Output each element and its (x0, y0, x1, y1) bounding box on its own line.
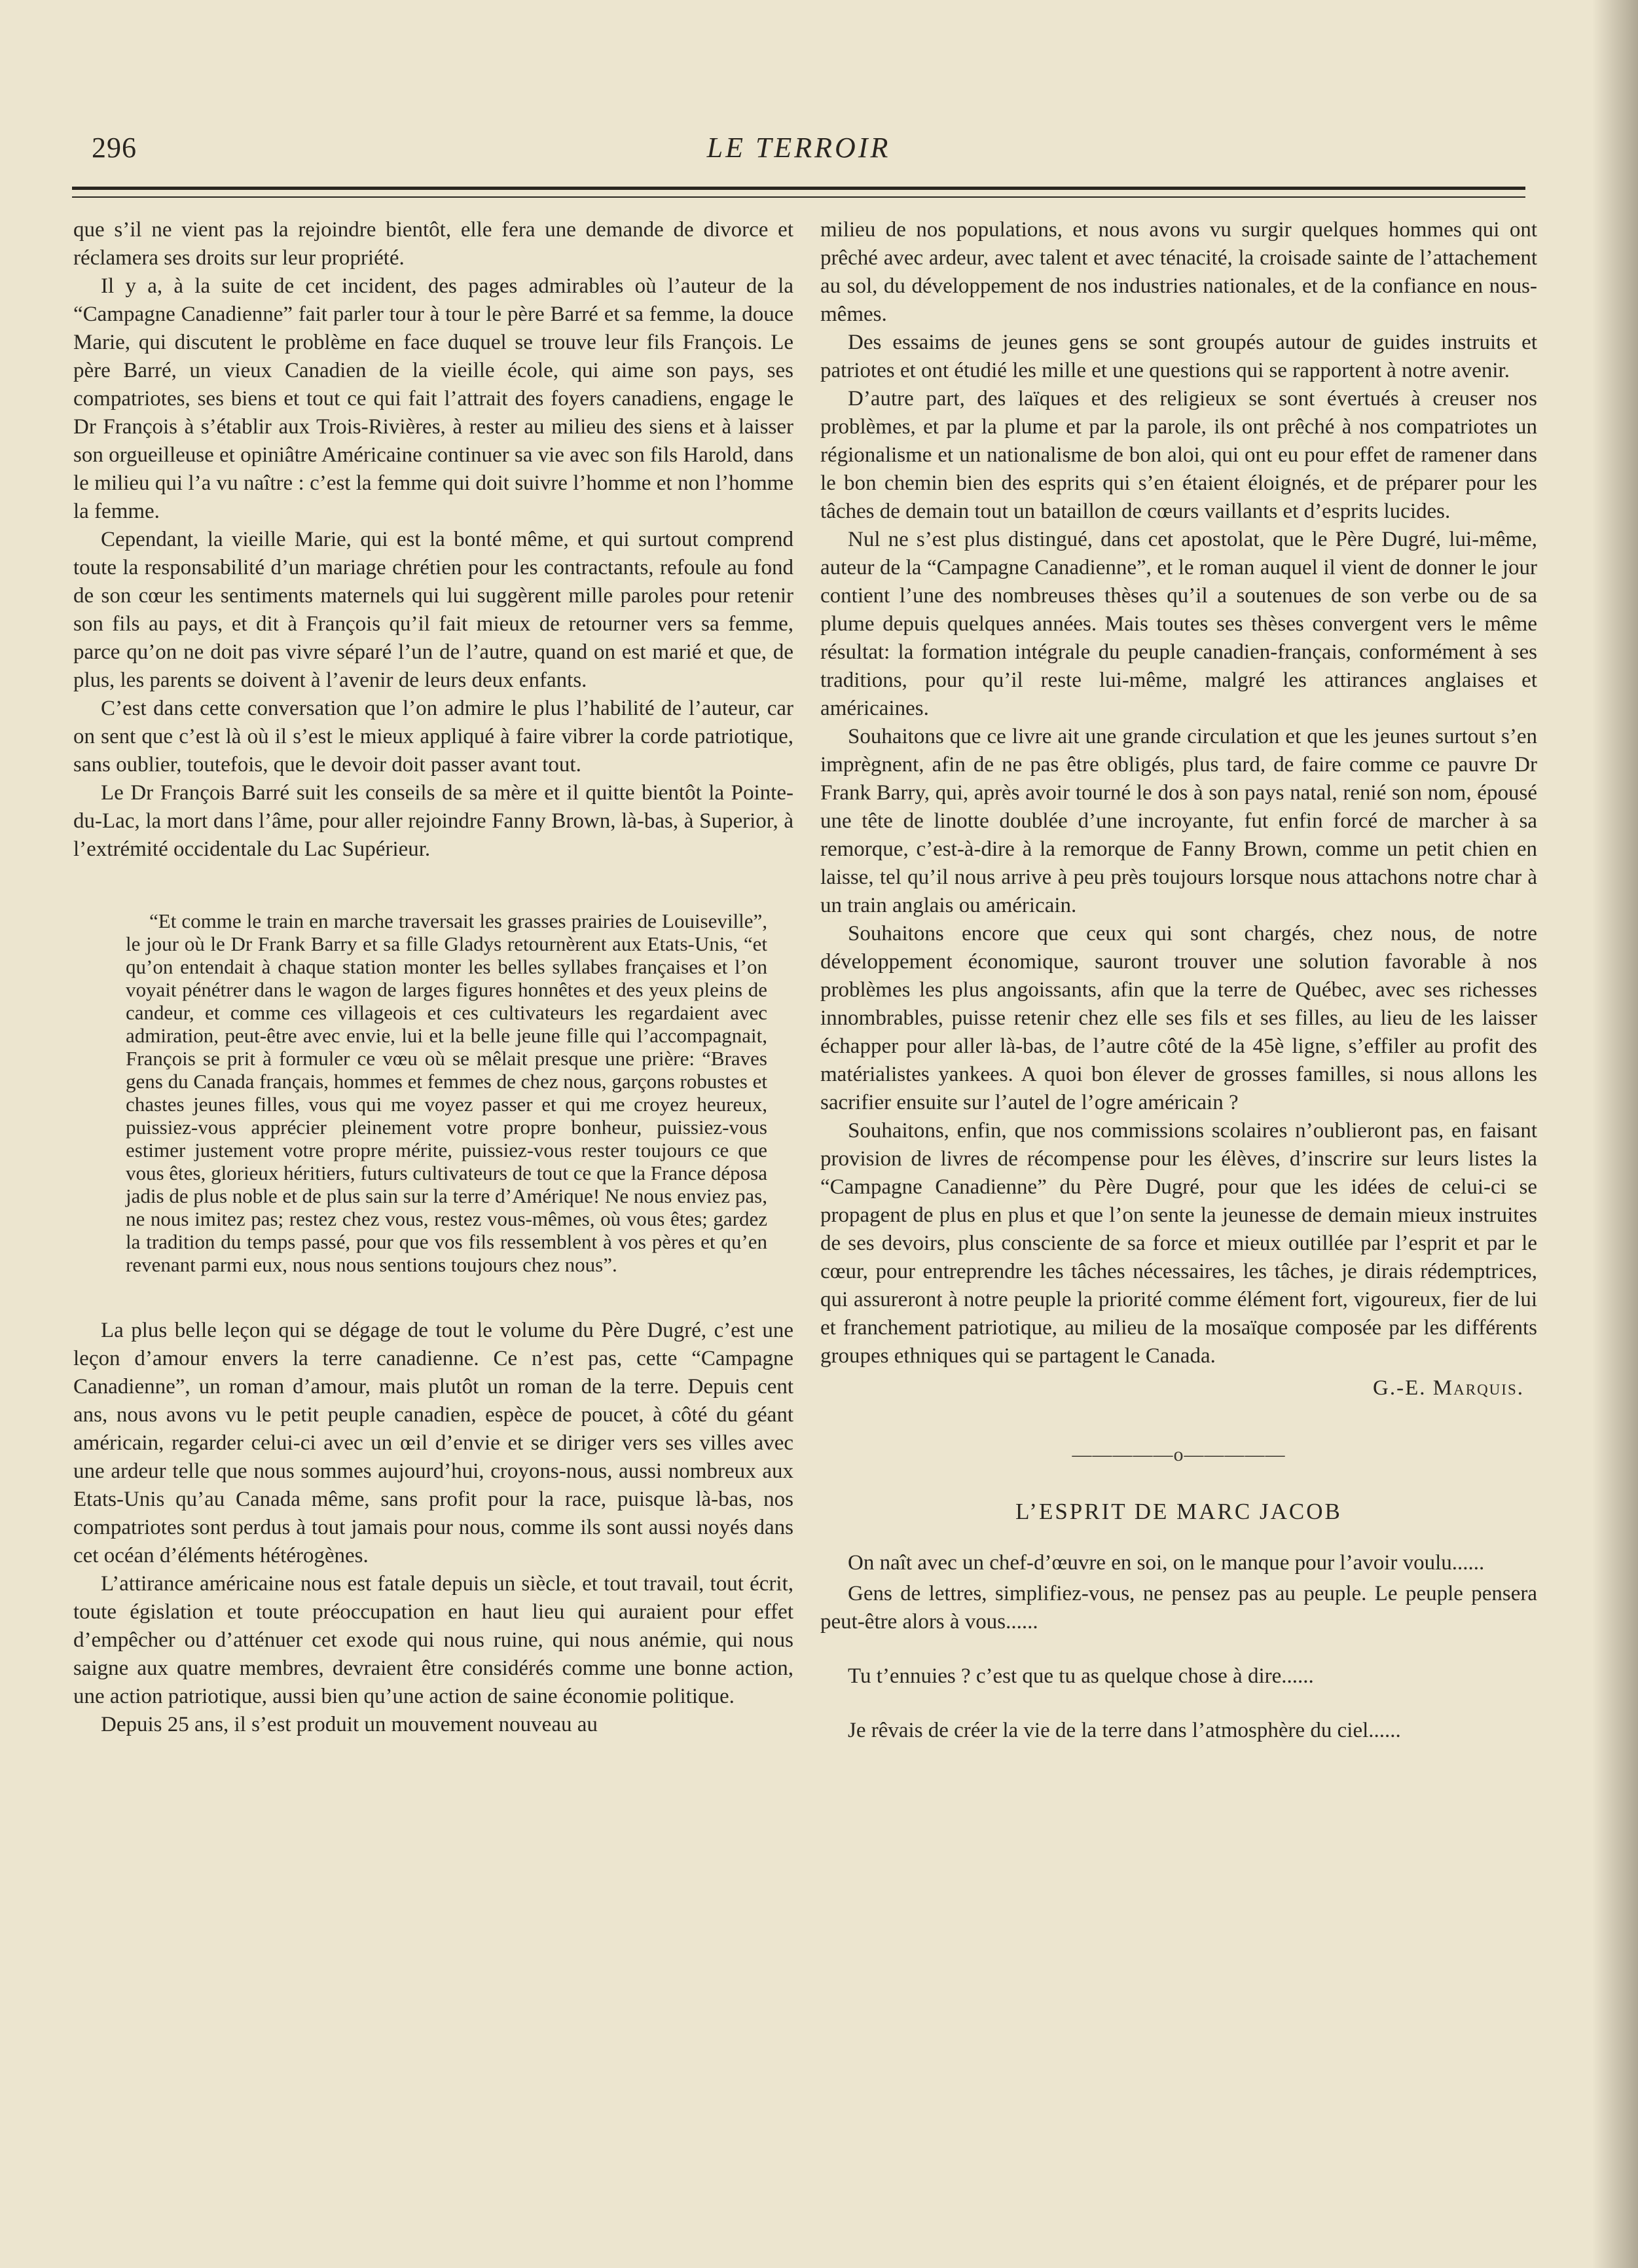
page-header (72, 131, 1525, 170)
page-number: 296 (92, 132, 137, 164)
paragraph: Le Dr François Barré suit les conseils de sa mère et il quitte bientôt la Pointe-du-Lac, la mort dans l’âme, pour aller rejoindre Fanny Brown, là-bas, à Superior, à l’extrémité occidentale du Lac Supérieur. (73, 781, 793, 861)
maxim: On naît avec un chef-d’œuvre en soi, on le manque pour l’avoir voulu...... (848, 1551, 1485, 1575)
maxim: Je rêvais de créer la vie de la terre dans l’atmosphère du ciel...... (848, 1719, 1401, 1742)
maxim: Gens de lettres, simplifiez-vous, ne pensez pas au peuple. Le peuple pensera peut-être alors à vous...... (820, 1582, 1537, 1634)
paragraph: Souhaitons encore que ceux qui sont chargés, chez nous, de notre développement économique, sauront trouver une solution favorable à nos problèmes les plus angoissants, afin que la terre de Québec, avec ses richesses innombrables, puisse retenir chez elle ses fils et ses filles, au lieu de les laisser échapper pour aller là-bas, de l’autre côté de la 45è ligne, s’effiler au profit des matérialistes yankees. A quoi bon élever de grosses familles, si nous allons les sacrifier ensuite sur l’autel de l’ogre américain ? (820, 922, 1537, 1114)
paragraph: D’autre part, des laïques et des religieux se sont évertués à creuser nos problèmes, et par la plume et par la parole, ils ont prêché à nos compatriotes un régionalisme et un nationalisme de bon aloi, qui ont eu pour effet de ramener dans le bon chemin bien des esprits qui s’en étaient éloignés, et de préparer pour les tâches de demain tout un bataillon de cœurs vaillants et d’esprits lucides. (820, 387, 1537, 523)
header-rule-thick (72, 187, 1525, 190)
section-divider: —————o————— (1072, 1444, 1286, 1465)
paragraph: Depuis 25 ans, il s’est produit un mouvement nouveau au (101, 1713, 598, 1736)
paragraph: Il y a, à la suite de cet incident, des pages admirables où l’auteur de la “Campagne Canadienne” fait parler tour à tour le père Barré et sa femme, la douce Marie, qui discutent le problème en face duquel se trouve leur fils François. Le père Barré, un vieux Canadien de la vieille école, qui aime son pays, ses compatriotes, ses biens et tout ce qui fait l’attrait des foyers canadiens, engage le Dr François à s’établir aux Trois-Rivières, à rester au milieu des siens et à laisser son orgueilleuse et opiniâtre Américaine continuer sa vie avec son fils Harold, dans le milieu qui l’a vu naître : c’est la femme qui doit suivre l’homme et non l’homme la femme. (73, 274, 793, 523)
left-column (73, 216, 793, 1739)
right-column (820, 216, 1537, 1747)
paragraph: Souhaitons, enfin, que nos commissions scolaires n’oublieront pas, en faisant provision de livres de récompense pour les élèves, d’inscrire sur leurs listes la “Campagne Canadienne” du Père Dugré, pour que les idées de celui-ci se propagent de plus en plus et que l’on sente la jeunesse de demain mieux instruites de ses devoirs, plus consciente de sa force et mieux outillée par l’esprit et par le cœur, pour entreprendre les tâches nécessaires, les tâches, je dirais rédemptrices, qui assureront à notre peuple la priorité comme élément fort, vigoureux, fier de lui et franchement patriotique, au milieu de la mosaïque composée par les différents groupes ethniques qui se partagent le Canada. (820, 1119, 1537, 1368)
paragraph: que s’il ne vient pas la rejoindre bientôt, elle fera une demande de divorce et réclamera ses droits sur leur propriété. (73, 218, 793, 270)
paragraph: Cependant, la vieille Marie, qui est la bonté même, et qui surtout comprend toute la responsabilité d’un mariage chrétien pour les contractants, refoule au fond de son cœur les sentiments maternels qui lui suggèrent mille paroles pour retenir son fils au pays, et dit à François qu’il fait mieux de retourner vers sa femme, parce qu’on ne doit pas vivre séparé l’un de l’autre, quand on est marié et que, de plus, les parents se doivent à l’avenir de leurs deux enfants. (73, 528, 793, 692)
page-edge-shadow (1592, 0, 1638, 2268)
section-title: L’ESPRIT DE MARC JACOB (1015, 1499, 1342, 1524)
paragraph: milieu de nos populations, et nous avons vu surgir quelques hommes qui ont prêché avec ardeur, avec talent et avec ténacité, la croisade sainte de l’attachement au sol, du développement de nos industries nationales, et de la confiance en nous-mêmes. (820, 218, 1537, 326)
running-title: LE TERROIR (706, 132, 891, 164)
paragraph: C’est dans cette conversation que l’on admire le plus l’habilité de l’auteur, car on sent que c’est là où il s’est le mieux appliqué à faire vibrer la corde patriotique, sans oublier, toutefois, que le devoir doit passer avant tout. (73, 697, 793, 777)
block-quote (126, 909, 767, 1276)
paragraph: L’attirance américaine nous est fatale depuis un siècle, et tout travail, tout écrit, toute égislation et toute préoccupation en haut lieu qui auraient pour effet d’empêcher ou d’atténuer cet exode qui nous ruine, qui nous anémie, qui nous saigne aux quatre membres, devraient être considérés comme une bonne action, une action patriotique, aussi bien qu’une action de saine économie politique. (73, 1572, 793, 1708)
paragraph: Des essaims de jeunes gens se sont groupés autour de guides instruits et patriotes et ont étudié les mille et une questions qui se rapportent à notre avenir. (820, 331, 1537, 382)
header-rule-thin (72, 196, 1525, 198)
paragraph: Souhaitons que ce livre ait une grande circulation et que les jeunes surtout s’en imprègnent, afin de ne pas être obligés, plus tard, de faire comme ce pauvre Dr Frank Barry, qui, après avoir tourné le dos à son pays natal, renié son nom, épousé une tête de linotte doublée d’une incroyante, fut enfin forcé de marcher à sa remorque, c’est-à-dire à la remorque de Fanny Brown, comme un petit chien en laisse, tel qu’il nous arrive à peu près toujours lorsque nous attachons notre char à un train anglais ou américain. (820, 725, 1537, 917)
paragraph: La plus belle leçon qui se dégage de tout le volume du Père Dugré, c’est une leçon d’amour envers la terre canadienne. Ce n’est pas, cette “Campagne Canadienne”, un roman d’amour, mais plutôt un roman de la terre. Depuis cent ans, nous avons vu le petit peuple canadien, espèce de poucet, à côté du géant américain, regarder celui-ci avec un œil d’envie et se diriger vers ses villes avec une ardeur telle que nous sommes aujourd’hui, croyons-nous, aussi nombreux aux Etats-Unis qu’au Canada même, sans profit pour la race, puisque là-bas, nos compatriotes sont perdus à tout jamais pour nous, comme ils sont aussi noyés dans cet océan d’éléments hétérogènes. (73, 1319, 793, 1567)
quote-text: “Et comme le train en marche traversait les grasses prairies de Louiseville”, le jour où le Dr Frank Barry et sa fille Gladys retournèrent aux Etats-Unis, “et qu’on entendait à chaque station monter les belles syllabes françaises et l’on voyait pénétrer dans le wagon de larges figures honnêtes et des yeux pleins de candeur, et comme ces villageois et ces cultivateurs les regardaient avec admiration, peut-être avec envie, lui et la belle jeune fille qui l’accompagnait, François se prit à formuler ce vœu où se mêlait presque une prière: “Braves gens du Canada français, hommes et femmes de chez nous, garçons robustes et chastes jeunes filles, vous qui me voyez passer et qui me croyez heureux, puissiez-vous apprécier pleinement votre propre bonheur, puissiez-vous estimer justement votre propre mérite, puissiez-vous rester toujours ce que vous êtes, glorieux héritiers, futurs cultivateurs de tout ce que la France déposa jadis de plus noble et de plus sain sur la terre d’Amérique! Ne nous enviez pas, ne nous imitez pas; restez chez vous, restez vous-mêmes, où vous êtes; gardez la tradition du temps passé, pour que vos fils ressemblent à vos pères et qu’en revenant parmi eux, nous nous sentions toujours chez nous”. (126, 909, 767, 1276)
maxim: Tu t’ennuies ? c’est que tu as quelque chose à dire...... (848, 1664, 1314, 1688)
author-signature: G.-E. Marquis. (1373, 1376, 1524, 1400)
paragraph: Nul ne s’est plus distingué, dans cet apostolat, que le Père Dugré, lui-même, auteur de la “Campagne Canadienne”, et le roman auquel il vient de donner le jour contient l’une des nombreuses thèses qu’il a soutenues de son verbe ou de sa plume depuis quelques années. Mais toutes ses thèses convergent vers le même résultat: la formation intégrale du peuple canadien-français, conformément à ses traditions, pour qu’il reste lui-même, malgré les attirances anglaises et américaines. (820, 528, 1537, 720)
